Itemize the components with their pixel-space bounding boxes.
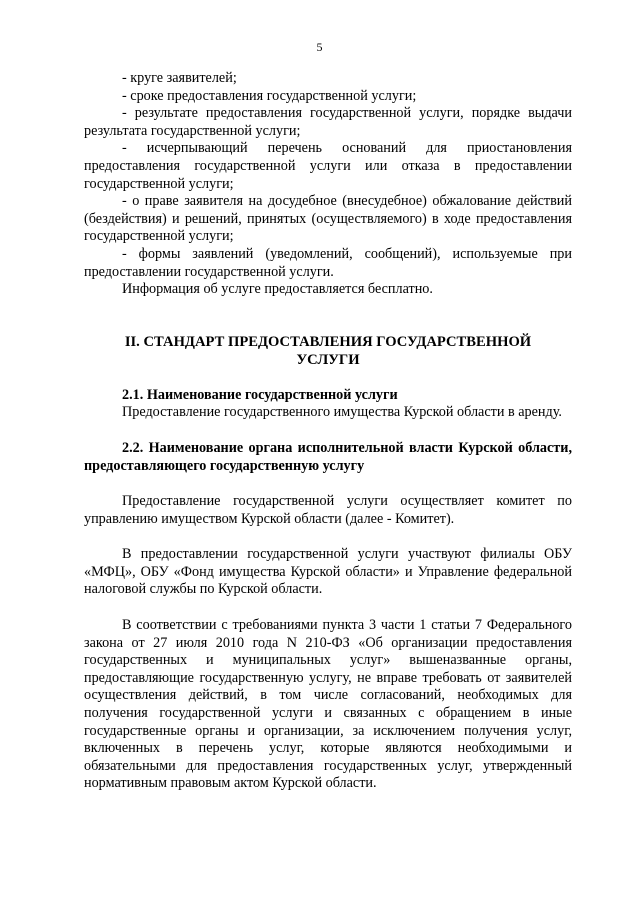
list-item-deadline: - сроке предоставления государственной услуги; [122, 87, 417, 104]
subsection-2-2-paragraph-1: Предоставление государственной услуги осуществляет комитет по управлению имуществом Курской области (далее - Комитет). [84, 493, 572, 527]
info-free-paragraph: Информация об услуге предоставляется бесплатно. [122, 281, 433, 298]
page-content [84, 70, 572, 793]
page-number: 5 [316, 40, 323, 54]
subsection-2-1-text: Предоставление государственного имущества Курской области в аренду. [122, 404, 562, 421]
list-item-applicants: - круге заявителей; [122, 70, 237, 86]
subsection-2-1-title: 2.1. Наименование государственной услуги [122, 386, 398, 403]
subsection-2-2-title: 2.2. Наименование органа исполнительной власти Курской области, предоставляющего государственную услугу [84, 439, 572, 474]
list-item-appeal: - о праве заявителя на досудебное (внесудебное) обжалование действий (бездействия) и решений, принятых (осуществляемого) в ходе предоставления государственной услуги; [84, 193, 572, 245]
list-item-result: - результате предоставления государственной услуги, порядке выдачи результата государственной услуги; [84, 105, 572, 139]
subsection-2-2-paragraph-3: В соответствии с требованиями пункта 3 части 1 статьи 7 Федерального закона от 27 июля 2010 года N 210-ФЗ «Об организации предоставления государственных и муниципальных услуг» вышеназванные органы, предоставляющие государственную услугу, не вправе требовать от заявителей осуществления действий, в том числе согласований, необходимых для получения государственной услуги и связанных с обращением в иные государственные органы и организации, за исключением получения услуг, включенных в перечень услуг, которые являются необходимыми и обязательными для предоставления государственных услуг, утвержденный нормативным правовым актом Курской области. [84, 617, 572, 792]
list-item-forms: - формы заявлений (уведомлений, сообщений), используемые при предоставлении государственной услуги. [84, 245, 572, 280]
subsection-2-2-paragraph-2: В предоставлении государственной услуги участвуют филиалы ОБУ «МФЦ», ОБУ «Фонд имущества Курской области» и Управление федеральной налоговой службы по Курской области. [84, 546, 572, 598]
list-item-grounds: - исчерпывающий перечень оснований для приостановления предоставления государственной услуги или отказа в предоставлении государственной услуги; [84, 140, 572, 192]
section-title: II. СТАНДАРТ ПРЕДОСТАВЛЕНИЯ ГОСУДАРСТВЕННОЙ УСЛУГИ [124, 333, 532, 368]
